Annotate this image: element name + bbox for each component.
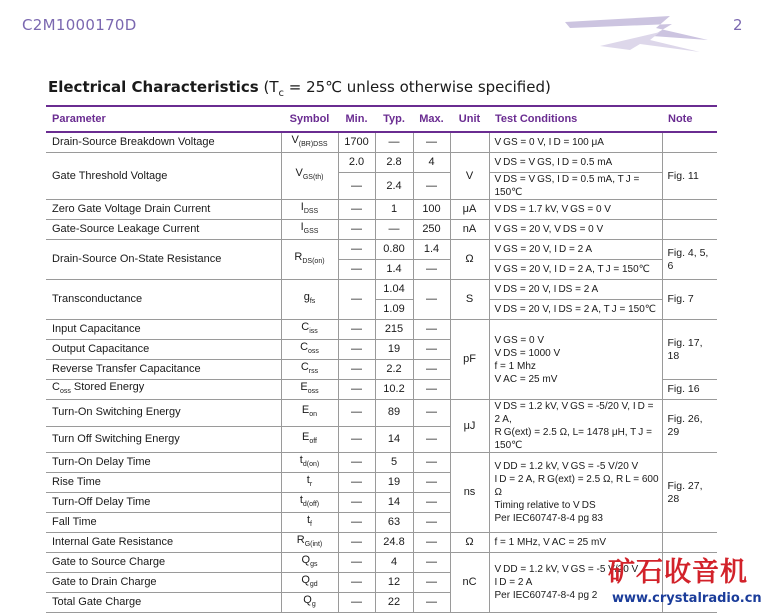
unit: Ω	[450, 240, 489, 280]
col-test-conditions: Test Conditions	[489, 106, 662, 132]
min-value: —	[338, 280, 375, 320]
symbol: $C_{rss}$	[281, 360, 338, 380]
param-name: Total Gate Charge	[46, 593, 281, 613]
typ-value: 24.8	[375, 533, 413, 553]
min-value: —	[338, 553, 375, 573]
test-condition: V DS = 1.2 kV, V GS = -5/20 V, I D = 2 A, R G(ext) = 2.5 Ω, L= 1478 μH, T J = 150℃	[489, 400, 662, 453]
min-value: 2.0	[338, 153, 375, 173]
col-note: Note	[662, 106, 717, 132]
param-name: Drain-Source Breakdown Voltage	[46, 132, 281, 153]
param-name: Output Capacitance	[46, 340, 281, 360]
min-value: —	[338, 400, 375, 427]
typ-value: 89	[375, 400, 413, 427]
unit: ns	[450, 453, 489, 533]
part-number: C2M1000170D	[22, 16, 137, 34]
symbol: $C_{iss}$	[281, 320, 338, 340]
typ-value: 14	[375, 493, 413, 513]
max-value: —	[413, 380, 450, 400]
param-name: Gate Threshold Voltage	[46, 153, 281, 200]
test-condition: V DS = V GS, I D = 0.5 mA, T J = 150℃	[489, 173, 662, 200]
symbol: $Q_{gd}$	[281, 573, 338, 593]
min-value: —	[338, 380, 375, 400]
condition-open: (T	[258, 78, 279, 96]
symbol: $t_r$	[281, 473, 338, 493]
unit: μA	[450, 200, 489, 220]
unit	[450, 132, 489, 153]
test-condition: V DD = 1.2 kV, V GS = -5 V/20 V I D = 2 A, R G(ext) = 2.5 Ω, R L = 600 Ω Timing relative to V DS Per IEC60747-8-4 pg 83	[489, 453, 662, 533]
condition-sub: c	[278, 88, 284, 99]
max-value: —	[413, 493, 450, 513]
typ-value: 1.4	[375, 260, 413, 280]
param-name: Reverse Transfer Capacitance	[46, 360, 281, 380]
min-value: —	[338, 220, 375, 240]
symbol: $t_f$	[281, 513, 338, 533]
param-name: Input Capacitance	[46, 320, 281, 340]
typ-value: 1.04	[375, 280, 413, 300]
condition-rest: = 25℃ unless otherwise specified)	[284, 78, 551, 96]
param-name: Turn-On Switching Energy	[46, 400, 281, 427]
note: Fig. 11	[662, 153, 717, 200]
typ-value: 19	[375, 340, 413, 360]
typ-value: 2.8	[375, 153, 413, 173]
symbol: $t_{d(off)}$	[281, 493, 338, 513]
unit: V	[450, 153, 489, 200]
unit: nC	[450, 553, 489, 613]
table-header-row	[46, 106, 717, 132]
note: Fig. 16	[662, 380, 717, 400]
max-value: —	[413, 473, 450, 493]
min-value: —	[338, 513, 375, 533]
min-value: —	[338, 533, 375, 553]
param-name: Rise Time	[46, 473, 281, 493]
min-value: —	[338, 493, 375, 513]
note	[662, 132, 717, 153]
typ-value: 5	[375, 453, 413, 473]
test-condition: V GS = 0 V V DS = 1000 V f = 1 Mhz V AC = 25 mV	[489, 320, 662, 400]
param-name: Drain-Source On-State Resistance	[46, 240, 281, 280]
min-value: —	[338, 593, 375, 613]
unit: pF	[450, 320, 489, 400]
typ-value: 12	[375, 573, 413, 593]
symbol: $I_{GSS}$	[281, 220, 338, 240]
test-condition: V GS = 20 V, V DS = 0 V	[489, 220, 662, 240]
symbol: $V_{GS(th)}$	[281, 153, 338, 200]
unit: Ω	[450, 533, 489, 553]
min-value: —	[338, 360, 375, 380]
table-row	[46, 280, 717, 300]
symbol: $R_{G(int)}$	[281, 533, 338, 553]
min-value: —	[338, 240, 375, 260]
table-row	[46, 132, 717, 153]
symbol: $E_{off}$	[281, 426, 338, 453]
typ-value: 14	[375, 426, 413, 453]
test-condition: V DS = V GS, I D = 0.5 mA	[489, 153, 662, 173]
col-symbol: Symbol	[281, 106, 338, 132]
note	[662, 200, 717, 220]
symbol: $R_{DS(on)}$	[281, 240, 338, 280]
typ-value: 22	[375, 593, 413, 613]
max-value: —	[413, 426, 450, 453]
typ-value: 2.2	[375, 360, 413, 380]
table-row	[46, 400, 717, 427]
max-value: —	[413, 132, 450, 153]
max-value: —	[413, 340, 450, 360]
symbol: $Q_{gs}$	[281, 553, 338, 573]
param-name: Turn-Off Delay Time	[46, 493, 281, 513]
unit: nA	[450, 220, 489, 240]
max-value: 1.4	[413, 240, 450, 260]
typ-value: 2.4	[375, 173, 413, 200]
brand-graphic	[560, 6, 710, 64]
max-value: —	[413, 360, 450, 380]
table-row	[46, 153, 717, 173]
typ-value: 1.09	[375, 300, 413, 320]
param-name: Turn-On Delay Time	[46, 453, 281, 473]
typ-value: 215	[375, 320, 413, 340]
note: Fig. 26, 29	[662, 400, 717, 453]
test-condition: V DS = 1.7 kV, V GS = 0 V	[489, 200, 662, 220]
table-row	[46, 240, 717, 260]
param-name: Internal Gate Resistance	[46, 533, 281, 553]
table-row	[46, 453, 717, 473]
max-value: —	[413, 260, 450, 280]
min-value: —	[338, 340, 375, 360]
max-value: —	[413, 280, 450, 320]
max-value: 100	[413, 200, 450, 220]
note: Fig. 4, 5, 6	[662, 240, 717, 280]
note	[662, 220, 717, 240]
max-value: —	[413, 553, 450, 573]
watermark-url: www.crystalradio.cn	[612, 591, 762, 606]
unit: S	[450, 280, 489, 320]
symbol: $E_{oss}$	[281, 380, 338, 400]
col-parameter: Parameter	[46, 106, 281, 132]
col-unit: Unit	[450, 106, 489, 132]
max-value: 250	[413, 220, 450, 240]
max-value: —	[413, 173, 450, 200]
typ-value: 63	[375, 513, 413, 533]
typ-value: 0.80	[375, 240, 413, 260]
symbol: $t_{d(on)}$	[281, 453, 338, 473]
min-value: —	[338, 260, 375, 280]
max-value: —	[413, 513, 450, 533]
typ-value: 1	[375, 200, 413, 220]
typ-value: 4	[375, 553, 413, 573]
note: Fig. 17, 18	[662, 320, 717, 380]
section-title	[48, 78, 551, 99]
page-number: 2	[733, 16, 743, 34]
test-condition: V GS = 20 V, I D = 2 A, T J = 150℃	[489, 260, 662, 280]
max-value: —	[413, 453, 450, 473]
test-condition: V DD = 1.2 kV, V GS = -5 V/20 V I D = 2 A Per IEC60747-8-4 pg 2	[489, 553, 662, 613]
table-row	[46, 200, 717, 220]
symbol: $E_{on}$	[281, 400, 338, 427]
min-value: —	[338, 200, 375, 220]
param-name: Turn Off Switching Energy	[46, 426, 281, 453]
typ-value: 10.2	[375, 380, 413, 400]
min-value: —	[338, 573, 375, 593]
col-typ: Typ.	[375, 106, 413, 132]
symbol: $C_{oss}$	[281, 340, 338, 360]
table-row	[46, 320, 717, 340]
table-row	[46, 220, 717, 240]
col-min: Min.	[338, 106, 375, 132]
watermark-text: 矿石收音机	[608, 557, 748, 588]
min-value: —	[338, 453, 375, 473]
electrical-characteristics-table	[46, 105, 717, 613]
symbol: $I_{DSS}$	[281, 200, 338, 220]
note: Fig. 7	[662, 280, 717, 320]
test-condition: f = 1 MHz, V AC = 25 mV	[489, 533, 662, 553]
typ-value: —	[375, 220, 413, 240]
param-name: Transconductance	[46, 280, 281, 320]
param-name: $C_{oss}$ Stored Energy	[46, 380, 281, 400]
max-value: —	[413, 593, 450, 613]
max-value: 4	[413, 153, 450, 173]
param-name: Zero Gate Voltage Drain Current	[46, 200, 281, 220]
unit: μJ	[450, 400, 489, 453]
min-value: 1700	[338, 132, 375, 153]
param-name: Gate-Source Leakage Current	[46, 220, 281, 240]
min-value: —	[338, 320, 375, 340]
min-value: —	[338, 173, 375, 200]
test-condition: V GS = 20 V, I D = 2 A	[489, 240, 662, 260]
symbol: $Q_g$	[281, 593, 338, 613]
symbol: $V_{(BR)DSS}$	[281, 132, 338, 153]
param-name: Fall Time	[46, 513, 281, 533]
max-value: —	[413, 320, 450, 340]
typ-value: —	[375, 132, 413, 153]
min-value: —	[338, 473, 375, 493]
section-title-text: Electrical Characteristics	[48, 78, 259, 96]
param-name: Gate to Drain Charge	[46, 573, 281, 593]
max-value: —	[413, 533, 450, 553]
typ-value: 19	[375, 473, 413, 493]
max-value: —	[413, 400, 450, 427]
test-condition: V GS = 0 V, I D = 100 μA	[489, 132, 662, 153]
note: Fig. 27, 28	[662, 453, 717, 533]
test-condition: V DS = 20 V, I DS = 2 A, T J = 150℃	[489, 300, 662, 320]
col-max: Max.	[413, 106, 450, 132]
test-condition: V DS = 20 V, I DS = 2 A	[489, 280, 662, 300]
param-name: Gate to Source Charge	[46, 553, 281, 573]
symbol: $g_{fs}$	[281, 280, 338, 320]
min-value: —	[338, 426, 375, 453]
max-value: —	[413, 573, 450, 593]
